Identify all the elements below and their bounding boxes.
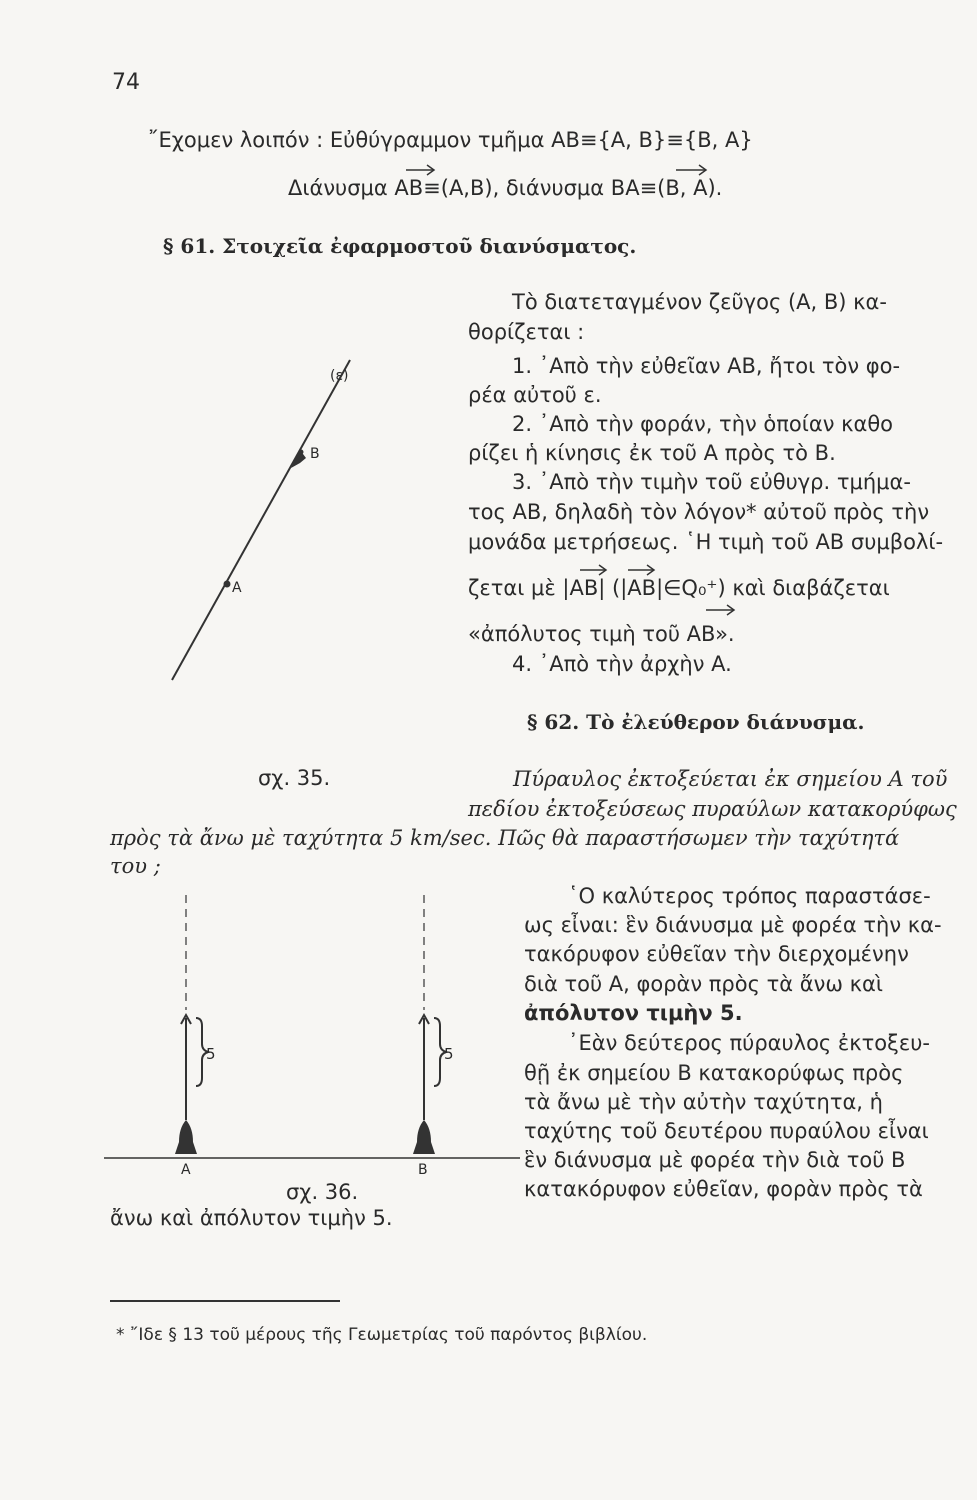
s62-answer-5: ἀπόλυτον τιμὴν 5. [524,1001,743,1025]
page-number: 74 [112,70,140,95]
s62-answer-10: ἓν διάνυσμα μὲ φορέα τὴν διὰ τοῦ B [524,1148,906,1172]
section-61-heading: § 61. Στοιχεῖα ἐφαρμοστοῦ διανύσματος. [163,234,637,258]
s62-answer-1: ῾Ο καλύτερος τρόπος παραστάσε- [568,884,931,908]
s61-line-4: ρέα αὐτοῦ ε. [468,383,602,407]
s62-problem-4: του ; [110,854,161,878]
s62-answer-12: ἄνω καὶ ἀπόλυτον τιμὴν 5. [110,1206,393,1230]
s61-line-10: ζεται μὲ |AB| (|AB|∈Q₀⁺) καὶ διαβάζεται [468,576,890,600]
label-5-right: 5 [444,1045,454,1063]
section-62-heading: § 62. Τὸ ἐλεύθερον διάνυσμα. [527,710,865,734]
s61-line-3: 1. ᾿Απὸ τὴν εὐθεῖαν AB, ἤτοι τὸν φο- [512,354,901,378]
s61-line-11: «ἀπόλυτος τιμὴ τοῦ AB». [468,622,735,646]
label-a-fig36: A [181,1162,191,1178]
intro-line-2: Διάνυσμα AB≡(A,B), διάνυσμα BA≡(B, A). [288,176,723,200]
s61-line-1: Τὸ διατεταγμένον ζεῦγος (A, B) κα- [512,290,887,314]
s62-problem-3: πρὸς τὰ ἄνω μὲ ταχύτητα 5 km/sec. Πῶς θὰ παραστήσωμεν τὴν ταχύτητά [110,826,900,850]
s62-problem-1: Πύραυλος ἐκτοξεύεται ἐκ σημείου A τοῦ [513,767,948,791]
figure-35-caption: σχ. 35. [258,766,331,790]
rocket-b-icon [413,1120,435,1154]
s62-answer-6: ᾿Εὰν δεύτερος πύραυλος ἐκτοξευ- [568,1031,930,1055]
figure-36-caption: σχ. 36. [286,1180,359,1204]
s62-answer-8: τὰ ἄνω μὲ τὴν αὐτὴν ταχύτητα, ἡ [524,1090,883,1114]
s62-answer-11: κατακόρυφον εὐθεῖαν, φορὰν πρὸς τὰ [524,1177,923,1201]
s62-answer-3: τακόρυφον εὐθεῖαν τὴν διερχομένην [524,942,909,966]
s62-answer-4: διὰ τοῦ A, φορὰν πρὸς τὰ ἄνω καὶ [524,972,883,996]
s62-answer-2: ως εἶναι: ἓν διάνυσμα μὲ φορέα τὴν κα- [524,913,942,937]
footnote-rule [110,1300,340,1302]
s62-answer-9: ταχύτης τοῦ δευτέρου πυραύλου εἶναι [524,1119,929,1143]
s61-line-8: τος AB, δηλαδὴ τὸν λόγον* αὐτοῦ πρὸς τὴν [468,500,930,524]
s61-line-12: 4. ᾿Απὸ τὴν ἀρχὴν A. [512,652,732,676]
s62-answer-7: θῇ ἐκ σημείου B κατακορύφως πρὸς [524,1061,904,1085]
footnote: * ῎Ιδε § 13 τοῦ μέρους τῆς Γεωμετρίας τοῦ παρόντος βιβλίου. [116,1325,648,1345]
s61-line-2: θορίζεται : [468,320,585,344]
s62-problem-2: πεδίου ἐκτοξεύσεως πυραύλων κατακορύφως [468,797,957,821]
s61-line-9: μονάδα μετρήσεως. ῾Η τιμὴ τοῦ AB συμβολί- [468,530,944,554]
label-a-fig35: A [232,580,242,596]
label-epsilon: (ε) [330,368,349,384]
s61-line-6: ρίζει ἡ κίνησις ἐκ τοῦ A πρὸς τὸ B. [468,441,836,465]
rocket-a-icon [175,1120,197,1154]
label-b-fig35: B [310,446,320,462]
label-5-left: 5 [206,1045,216,1063]
s61-line-7: 3. ᾿Απὸ τὴν τιμὴν τοῦ εὐθυγρ. τμήμα- [512,470,911,494]
s61-line-5: 2. ᾿Απὸ τὴν φοράν, τὴν ὁποίαν καθο [512,412,894,436]
label-b-fig36: B [418,1162,428,1178]
intro-line-1: ῎Εχομεν λοιπόν : Εὐθύγραμμον τμῆμα AB≡{A, B}≡{B, A} [148,128,753,152]
